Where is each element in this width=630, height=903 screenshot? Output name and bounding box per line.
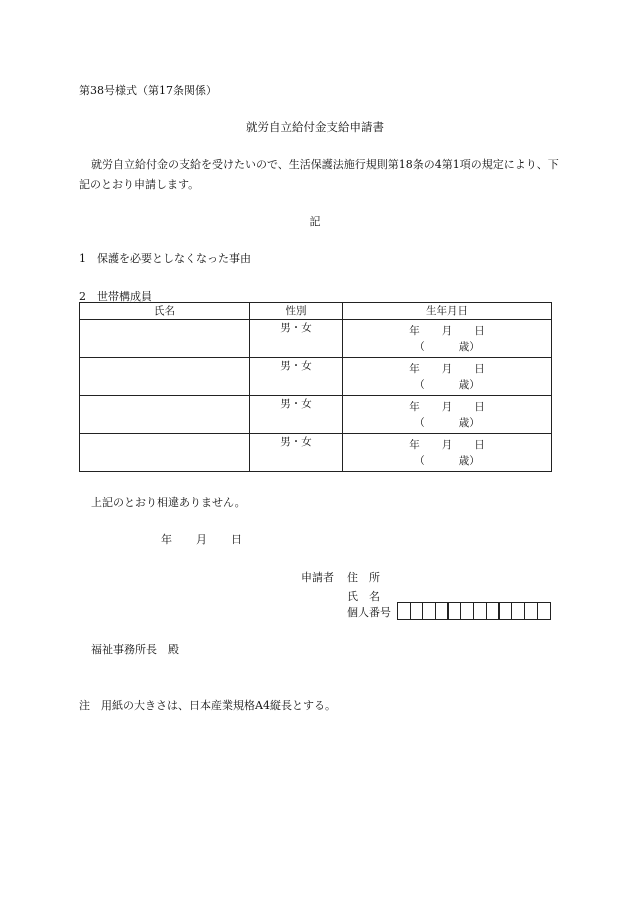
day-label: 日 [474, 363, 485, 375]
table-row [80, 396, 552, 434]
date-month-label: 月 [196, 533, 207, 546]
intro-text: 就労自立給付金の支給を受けたいので、生活保護法施行規則第18条の4第1項の規定により、下記のとおり申請します。 [79, 158, 559, 191]
month-label: 月 [441, 401, 453, 413]
sex-cell[interactable]: 男・女 [250, 396, 343, 434]
sex-cell[interactable]: 男・女 [250, 358, 343, 396]
year-label: 年 [409, 401, 420, 413]
household-members-table [79, 302, 552, 472]
name-cell[interactable] [80, 396, 250, 434]
year-label: 年 [409, 363, 420, 375]
age-open: （ [414, 341, 425, 353]
name-cell[interactable] [80, 320, 250, 358]
day-label: 日 [474, 439, 485, 451]
age-open: （ [414, 417, 425, 429]
my-number-label: 個人番号 [347, 606, 391, 619]
my-number-boxes[interactable] [397, 602, 551, 620]
age-open: （ [414, 379, 425, 391]
table-row [80, 320, 552, 358]
my-number-digit-box[interactable] [500, 603, 513, 619]
birthdate-cell[interactable] [343, 358, 552, 396]
my-number-digit-box[interactable] [525, 603, 538, 619]
my-number-digit-box[interactable] [398, 603, 411, 619]
ki-heading: 記 [309, 215, 321, 228]
table-row [80, 434, 552, 472]
birthdate-cell[interactable] [343, 396, 552, 434]
month-label: 月 [441, 363, 453, 375]
my-number-digit-box[interactable] [449, 603, 462, 619]
table-row [80, 358, 552, 396]
form-number: 第38号様式（第17条関係） [79, 84, 217, 97]
my-number-digit-box[interactable] [487, 603, 500, 619]
my-number-digit-box[interactable] [512, 603, 525, 619]
intro-paragraph [79, 155, 559, 195]
my-number-digit-box[interactable] [411, 603, 424, 619]
footnote: 注 用紙の大きさは、日本産業規格A4縦長とする。 [79, 699, 336, 712]
month-label: 月 [441, 325, 453, 337]
my-number-digit-box[interactable] [538, 603, 551, 619]
header-birthdate: 生年月日 [343, 303, 552, 320]
addressee: 福祉事務所長 殿 [91, 643, 179, 656]
document-title: 就労自立給付金支給申請書 [246, 120, 384, 134]
age-label: 歳） [458, 417, 480, 429]
sex-cell[interactable]: 男・女 [250, 434, 343, 472]
day-label: 日 [474, 401, 485, 413]
age-label: 歳） [458, 455, 480, 467]
application-date[interactable] [161, 531, 242, 547]
date-day-label: 日 [231, 533, 242, 546]
name-label: 氏 名 [347, 590, 380, 603]
address-label: 住 所 [347, 571, 380, 584]
header-name: 氏名 [80, 303, 250, 320]
month-label: 月 [441, 439, 453, 451]
table-header-row [80, 303, 552, 320]
birthdate-cell[interactable] [343, 320, 552, 358]
section-1-reason: 1 保護を必要としなくなった事由 [79, 252, 251, 265]
date-year-label: 年 [161, 533, 172, 546]
my-number-digit-box[interactable] [436, 603, 449, 619]
header-sex: 性別 [250, 303, 343, 320]
name-cell[interactable] [80, 434, 250, 472]
birthdate-cell[interactable] [343, 434, 552, 472]
day-label: 日 [474, 325, 485, 337]
section-2-household-members: 2 世帯構成員 [79, 290, 152, 303]
name-cell[interactable] [80, 358, 250, 396]
year-label: 年 [409, 325, 420, 337]
age-label: 歳） [458, 379, 480, 391]
year-label: 年 [409, 439, 420, 451]
age-label: 歳） [458, 341, 480, 353]
my-number-digit-box[interactable] [423, 603, 436, 619]
my-number-digit-box[interactable] [461, 603, 474, 619]
applicant-label: 申請者 [301, 571, 334, 584]
sex-cell[interactable]: 男・女 [250, 320, 343, 358]
my-number-digit-box[interactable] [474, 603, 487, 619]
age-open: （ [414, 455, 425, 467]
confirmation-statement: 上記のとおり相違ありません。 [91, 496, 246, 509]
